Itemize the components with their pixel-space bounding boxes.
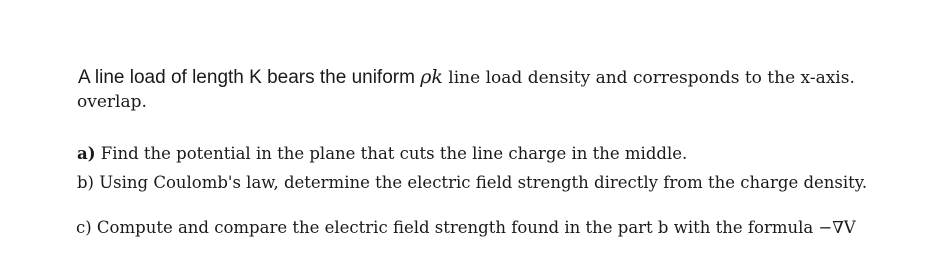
question-b [77,175,867,192]
question-b-label: b) [77,173,94,192]
line-density-symbol: ρk [420,66,443,88]
question-b-text: Using Coulomb's law, determine the electric field strength directly from the charge density. [94,173,868,192]
problem-statement-line-2: overlap. [77,92,147,112]
question-a-text: Find the potential in the plane that cuts the line charge in the middle. [95,144,688,163]
problem-statement-line-1 [78,68,855,87]
problem-intro-continuation: line load density and corresponds to the x-axis. [442,68,855,88]
problem-intro-text: A line load of length K bears the uniform [78,67,421,88]
question-a [77,146,687,163]
question-c-text: Compute and compare the electric field strength found in the part b with the formula −∇V [91,218,856,237]
question-c-label: c) [76,218,92,237]
question-a-label: a) [77,144,96,163]
question-c [76,220,856,237]
